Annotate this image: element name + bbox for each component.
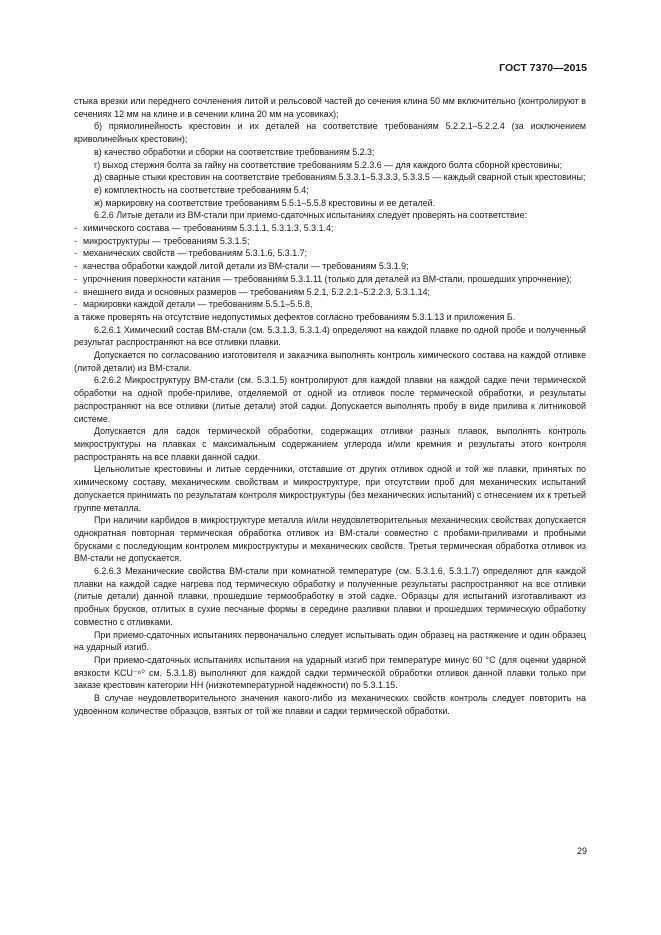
paragraph: При приемо-сдаточных испытаниях испытания на ударный изгиб при температуре минус 60 °С (для оценки ударной вязкости KCU⁻⁶⁰ см. 5.3.1.8) выполняют для каждой садки термической обработки отливок данной плавки только при заказе крестовин категории НН (низкотемпературной надежности) по 5.3.1.15. xyxy=(74,654,586,691)
page-number: 29 xyxy=(576,846,587,856)
paragraph: При наличии карбидов в микроструктуре металла и/или неудовлетворительных механических свойствах допускается однократная повторная термическая обработка отливок из ВМ-стали совместно с пробами-приливами и пробными брусками с последующим контролем микроструктуры и механических свойств. Третья термическая обработка отливок из ВМ-стали не допускается. xyxy=(74,515,586,564)
section-paragraph: 6.2.6.1 Химический состав ВМ-стали (см. 5.3.1.3, 5.3.1.4) определяют на каждой плавке по одной пробе и полученный результат распространяют на все отливки плавки. xyxy=(74,324,586,348)
section-paragraph: 6.2.6.2 Микроструктуру ВМ-стали (см. 5.3.1.5) контролируют для каждой плавки на каждой садке печи термической обработки на одной пробе-приливе, отделяемой от одной из отливок после термической обработки, и результаты распространяют на все отливки (литые детали) этой садки. Допускается выполнять пробу в виде прилива к литниковой системе. xyxy=(74,375,586,424)
paragraph: Допускается для садок термической обработки, содержащих отливки разных плавок, выполнять контроль микроструктуры на плавках с максимальным содержанием углерода и/или кремния и результаты этого контроля распространять на все плавки данной садки. xyxy=(74,426,586,462)
dash-item: - маркировки каждой детали — требованиям 5.5.1–5.5.8, xyxy=(74,298,586,311)
list-item: г) выход стержня болта за гайку на соответствие требованиям 5.2.3.6 — для каждого болта сборной крестовины; xyxy=(94,159,563,170)
dash-item: - микроструктуры — требованиям 5.3.1.5; xyxy=(74,235,586,248)
paragraph: В случае неудовлетворительного значения какого-либо из механических свойств контроль следует повторить на удвоенном количестве образцов, взятых от той же плавки и садки термической обработки. xyxy=(74,693,586,716)
dash-item: - упрочнения поверхности катания — требованиям 5.3.1.11 (только для деталей из ВМ-стали, прошедших упрочнение); xyxy=(74,273,586,286)
paragraph: а также проверять на отсутствие недопустимых дефектов согласно требованиям 5.3.1.13 и приложения Б. xyxy=(74,311,516,322)
paragraph: стыка врезки или переднего сочленения литой и рельсовой частей до сечения клина 50 мм включительно (контролируют в сечениях 12 мм на клине и в сечении клина 20 мм на усовиках); xyxy=(74,96,586,119)
dash-item: - качества обработки каждой литой детали из ВМ-стали — требованиям 5.3.1.9; xyxy=(74,260,586,273)
paragraph: При приемо-сдаточных испытаниях первоначально следует испытывать один образец на растяжение и один образец на ударный изгиб. xyxy=(74,629,586,653)
paragraph: Цельнолитые крестовины и литые сердечники, отставшие от других отливок одной и той же плавки, принятых по химическому составу, механическим свойствам и микроструктуре, при отсутствии проб для механических испытаний допускается принимать по результатам контроля микроструктуры (без механических испытаний) с отнесением их к третьей группе металла. xyxy=(74,464,586,513)
list-item: б) прямолинейность крестовин и их деталей на соответствие требованиям 5.2.2.1–5.2.2.4 (за исключением криволинейных крестовин); xyxy=(74,121,586,145)
document-body xyxy=(74,95,586,717)
dash-item: - механических свойств — требованиям 5.3.1.6, 5.3.1.7; xyxy=(74,247,586,260)
document-header: ГОСТ 7370—2015 xyxy=(499,62,587,74)
list-item: д) сварные стыки крестовин на соответствие требованиям 5.3.3.1–5.3.3.3, 5.3.3.5 — каждый сварной стык крестовины; xyxy=(94,172,586,183)
list-item: ж) маркировку на соответствие требованиям 5.5.1–5.5.8 крестовины и ее деталей. xyxy=(94,197,436,208)
list-item: в) качество обработки и сборки на соответствие требованиям 5.2.3; xyxy=(94,146,375,157)
list-item: е) комплектность на соответствие требованиям 5.4; xyxy=(94,184,309,195)
paragraph: Допускается по согласованию изготовителя и заказчика выполнять контроль химического состава на каждой отливке (литой детали) из ВМ-стали. xyxy=(74,350,586,373)
section-paragraph: 6.2.6.3 Механические свойства ВМ-стали при комнатной температуре (см. 5.3.1.6, 5.3.1.7) определяют для каждой плавки на каждой садке нагрева под термическую обработку и полученные результаты распространяют на все отливки (литые детали) данной плавки, прошедшие термообработку в этой садке. Образцы для испытаний изготавливают из пробных брусков, отлитых в сухие песчаные формы в середине разливки плавки и прошедших термическую обработку совместно с отливками. xyxy=(74,566,586,627)
dash-item: - химического состава — требованиям 5.3.1.1, 5.3.1.3, 5.3.1.4; xyxy=(74,222,586,235)
section-paragraph: 6.2.6 Литые детали из ВМ-стали при приемо-сдаточных испытаниях следует проверять на соответствие: xyxy=(94,210,528,221)
dash-item: - внешнего вида и основных размеров — требованиям 5.2.1, 5.2.2.1–5.2.2.3, 5.3.1.14; xyxy=(74,286,586,299)
